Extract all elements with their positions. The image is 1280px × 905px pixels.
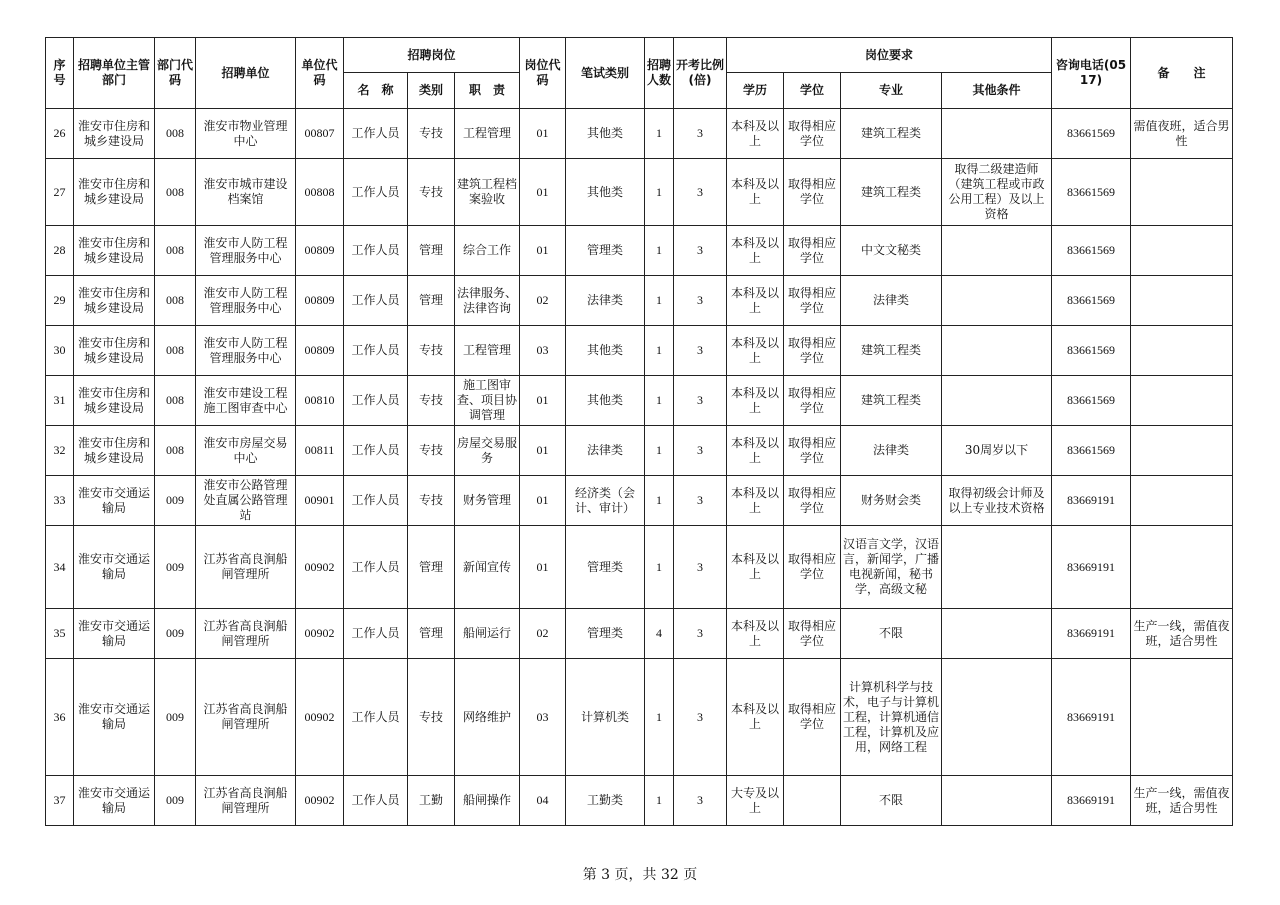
cell-exam: 管理类 <box>566 526 645 609</box>
cell-edu: 本科及以上 <box>727 226 784 276</box>
cell-phone: 83661569 <box>1052 426 1131 476</box>
cell-other <box>942 276 1052 326</box>
recruitment-table <box>45 37 1233 826</box>
cell-edu: 本科及以上 <box>727 609 784 659</box>
cell-unit-code: 00901 <box>296 476 344 526</box>
cell-remark <box>1131 159 1233 226</box>
cell-pos-type: 专技 <box>408 159 455 226</box>
cell-phone: 83661569 <box>1052 109 1131 159</box>
cell-unit: 江苏省高良涧船闸管理所 <box>196 609 296 659</box>
cell-remark <box>1131 426 1233 476</box>
cell-phone: 83669191 <box>1052 659 1131 776</box>
header-pos-type: 类别 <box>408 73 455 109</box>
cell-pos-code: 01 <box>520 226 566 276</box>
cell-pos-code: 01 <box>520 109 566 159</box>
cell-duty: 综合工作 <box>455 226 520 276</box>
cell-pos-name: 工作人员 <box>344 659 408 776</box>
cell-seq: 33 <box>46 476 74 526</box>
cell-ratio: 3 <box>674 376 727 426</box>
cell-pos-type: 专技 <box>408 326 455 376</box>
cell-degree: 取得相应学位 <box>784 109 841 159</box>
cell-duty: 财务管理 <box>455 476 520 526</box>
cell-duty: 法律服务、法律咨询 <box>455 276 520 326</box>
cell-degree: 取得相应学位 <box>784 526 841 609</box>
header-pos-duty: 职 责 <box>455 73 520 109</box>
header-pos-name: 名 称 <box>344 73 408 109</box>
header-dept-code: 部门代码 <box>155 38 196 109</box>
header-dept: 招聘单位主管部门 <box>74 38 155 109</box>
cell-duty: 工程管理 <box>455 109 520 159</box>
header-position-group: 招聘岗位 <box>344 38 520 73</box>
cell-pos-code: 01 <box>520 426 566 476</box>
cell-unit-code: 00902 <box>296 776 344 826</box>
cell-degree: 取得相应学位 <box>784 159 841 226</box>
cell-other <box>942 109 1052 159</box>
table-row <box>46 226 1233 276</box>
cell-other: 取得初级会计师及以上专业技术资格 <box>942 476 1052 526</box>
cell-unit: 淮安市城市建设档案馆 <box>196 159 296 226</box>
cell-edu: 大专及以上 <box>727 776 784 826</box>
cell-exam: 其他类 <box>566 326 645 376</box>
cell-pos-type: 管理 <box>408 226 455 276</box>
cell-phone: 83661569 <box>1052 159 1131 226</box>
cell-edu: 本科及以上 <box>727 659 784 776</box>
header-unit: 招聘单位 <box>196 38 296 109</box>
cell-degree <box>784 776 841 826</box>
cell-dept: 淮安市交通运输局 <box>74 659 155 776</box>
cell-major: 计算机科学与技术，电子与计算机工程，计算机通信工程，计算机及应用，网络工程 <box>841 659 942 776</box>
cell-unit-code: 00809 <box>296 226 344 276</box>
cell-other <box>942 376 1052 426</box>
cell-pos-name: 工作人员 <box>344 226 408 276</box>
cell-pos-type: 专技 <box>408 376 455 426</box>
header-degree: 学位 <box>784 73 841 109</box>
cell-dept: 淮安市住房和城乡建设局 <box>74 226 155 276</box>
cell-seq: 31 <box>46 376 74 426</box>
table-row <box>46 276 1233 326</box>
cell-remark: 需值夜班，适合男性 <box>1131 109 1233 159</box>
cell-duty: 施工图审查、项目协调管理 <box>455 376 520 426</box>
cell-pos-type: 管理 <box>408 276 455 326</box>
cell-remark: 生产一线，需值夜班，适合男性 <box>1131 776 1233 826</box>
cell-dept: 淮安市住房和城乡建设局 <box>74 109 155 159</box>
cell-other <box>942 326 1052 376</box>
cell-unit: 淮安市公路管理处直属公路管理站 <box>196 476 296 526</box>
cell-ratio: 3 <box>674 526 727 609</box>
cell-ratio: 3 <box>674 226 727 276</box>
table-row <box>46 776 1233 826</box>
cell-unit: 江苏省高良涧船闸管理所 <box>196 776 296 826</box>
cell-unit-code: 00807 <box>296 109 344 159</box>
cell-count: 1 <box>645 226 674 276</box>
cell-major: 建筑工程类 <box>841 159 942 226</box>
cell-edu: 本科及以上 <box>727 426 784 476</box>
cell-pos-code: 04 <box>520 776 566 826</box>
header-other: 其他条件 <box>942 73 1052 109</box>
cell-duty: 船闸运行 <box>455 609 520 659</box>
cell-other: 取得二级建造师（建筑工程或市政公用工程）及以上资格 <box>942 159 1052 226</box>
cell-seq: 34 <box>46 526 74 609</box>
cell-pos-type: 专技 <box>408 426 455 476</box>
cell-pos-code: 01 <box>520 159 566 226</box>
cell-seq: 35 <box>46 609 74 659</box>
cell-duty: 新闻宣传 <box>455 526 520 609</box>
cell-pos-code: 03 <box>520 326 566 376</box>
cell-unit-code: 00811 <box>296 426 344 476</box>
cell-ratio: 3 <box>674 659 727 776</box>
cell-pos-name: 工作人员 <box>344 276 408 326</box>
cell-unit-code: 00902 <box>296 526 344 609</box>
cell-phone: 83669191 <box>1052 476 1131 526</box>
cell-ratio: 3 <box>674 476 727 526</box>
cell-phone: 83669191 <box>1052 776 1131 826</box>
cell-ratio: 3 <box>674 276 727 326</box>
cell-seq: 28 <box>46 226 74 276</box>
table-row <box>46 159 1233 226</box>
cell-phone: 83661569 <box>1052 326 1131 376</box>
header-exam: 笔试类别 <box>566 38 645 109</box>
cell-seq: 27 <box>46 159 74 226</box>
cell-count: 1 <box>645 476 674 526</box>
cell-unit: 淮安市建设工程施工图审查中心 <box>196 376 296 426</box>
cell-exam: 法律类 <box>566 276 645 326</box>
cell-duty: 网络维护 <box>455 659 520 776</box>
cell-dept-code: 009 <box>155 776 196 826</box>
cell-dept-code: 008 <box>155 226 196 276</box>
cell-unit-code: 00809 <box>296 276 344 326</box>
cell-degree: 取得相应学位 <box>784 426 841 476</box>
cell-unit-code: 00810 <box>296 376 344 426</box>
cell-pos-code: 02 <box>520 609 566 659</box>
table-row <box>46 476 1233 526</box>
cell-remark <box>1131 226 1233 276</box>
cell-exam: 计算机类 <box>566 659 645 776</box>
table-row <box>46 659 1233 776</box>
cell-pos-type: 专技 <box>408 476 455 526</box>
cell-count: 4 <box>645 609 674 659</box>
cell-major: 中文文秘类 <box>841 226 942 276</box>
cell-degree: 取得相应学位 <box>784 226 841 276</box>
header-remark: 备 注 <box>1131 38 1233 109</box>
cell-major: 不限 <box>841 776 942 826</box>
cell-duty: 建筑工程档案验收 <box>455 159 520 226</box>
header-unit-code: 单位代码 <box>296 38 344 109</box>
cell-dept-code: 008 <box>155 159 196 226</box>
cell-pos-code: 01 <box>520 476 566 526</box>
cell-other <box>942 526 1052 609</box>
cell-count: 1 <box>645 776 674 826</box>
cell-count: 1 <box>645 276 674 326</box>
cell-pos-name: 工作人员 <box>344 376 408 426</box>
cell-edu: 本科及以上 <box>727 276 784 326</box>
cell-degree: 取得相应学位 <box>784 659 841 776</box>
cell-remark <box>1131 276 1233 326</box>
cell-remark <box>1131 326 1233 376</box>
cell-dept-code: 008 <box>155 276 196 326</box>
cell-major: 建筑工程类 <box>841 326 942 376</box>
cell-unit-code: 00808 <box>296 159 344 226</box>
cell-other <box>942 776 1052 826</box>
cell-major: 汉语言文学，汉语言，新闻学，广播电视新闻，秘书学，高级文秘 <box>841 526 942 609</box>
cell-dept-code: 009 <box>155 526 196 609</box>
cell-major: 不限 <box>841 609 942 659</box>
cell-count: 1 <box>645 659 674 776</box>
cell-dept-code: 008 <box>155 376 196 426</box>
cell-edu: 本科及以上 <box>727 109 784 159</box>
cell-remark <box>1131 376 1233 426</box>
cell-count: 1 <box>645 159 674 226</box>
cell-count: 1 <box>645 326 674 376</box>
cell-duty: 工程管理 <box>455 326 520 376</box>
cell-pos-type: 管理 <box>408 526 455 609</box>
table-row <box>46 326 1233 376</box>
cell-unit: 江苏省高良涧船闸管理所 <box>196 659 296 776</box>
cell-ratio: 3 <box>674 326 727 376</box>
cell-pos-code: 03 <box>520 659 566 776</box>
cell-unit-code: 00902 <box>296 609 344 659</box>
cell-major: 财务财会类 <box>841 476 942 526</box>
cell-degree: 取得相应学位 <box>784 476 841 526</box>
cell-degree: 取得相应学位 <box>784 326 841 376</box>
cell-phone: 83669191 <box>1052 526 1131 609</box>
cell-seq: 32 <box>46 426 74 476</box>
cell-dept: 淮安市住房和城乡建设局 <box>74 426 155 476</box>
cell-exam: 管理类 <box>566 226 645 276</box>
cell-dept: 淮安市住房和城乡建设局 <box>74 326 155 376</box>
cell-pos-name: 工作人员 <box>344 526 408 609</box>
cell-pos-type: 工勤 <box>408 776 455 826</box>
cell-pos-name: 工作人员 <box>344 476 408 526</box>
cell-edu: 本科及以上 <box>727 326 784 376</box>
cell-ratio: 3 <box>674 109 727 159</box>
cell-exam: 工勤类 <box>566 776 645 826</box>
cell-pos-code: 01 <box>520 526 566 609</box>
header-requirements-group: 岗位要求 <box>727 38 1052 73</box>
cell-pos-code: 01 <box>520 376 566 426</box>
cell-ratio: 3 <box>674 159 727 226</box>
cell-degree: 取得相应学位 <box>784 276 841 326</box>
cell-count: 1 <box>645 526 674 609</box>
cell-count: 1 <box>645 376 674 426</box>
cell-remark <box>1131 526 1233 609</box>
cell-phone: 83661569 <box>1052 376 1131 426</box>
cell-remark: 生产一线，需值夜班，适合男性 <box>1131 609 1233 659</box>
cell-remark <box>1131 659 1233 776</box>
cell-seq: 29 <box>46 276 74 326</box>
cell-pos-type: 专技 <box>408 109 455 159</box>
cell-dept-code: 008 <box>155 426 196 476</box>
cell-pos-name: 工作人员 <box>344 326 408 376</box>
cell-unit: 淮安市人防工程管理服务中心 <box>196 226 296 276</box>
cell-unit: 淮安市人防工程管理服务中心 <box>196 276 296 326</box>
cell-unit: 淮安市房屋交易中心 <box>196 426 296 476</box>
cell-dept: 淮安市交通运输局 <box>74 776 155 826</box>
table-row <box>46 109 1233 159</box>
cell-other <box>942 609 1052 659</box>
cell-dept-code: 009 <box>155 659 196 776</box>
header-major: 专业 <box>841 73 942 109</box>
cell-dept: 淮安市住房和城乡建设局 <box>74 159 155 226</box>
cell-duty: 船闸操作 <box>455 776 520 826</box>
cell-major: 法律类 <box>841 426 942 476</box>
cell-phone: 83661569 <box>1052 276 1131 326</box>
table-row <box>46 526 1233 609</box>
cell-edu: 本科及以上 <box>727 476 784 526</box>
cell-ratio: 3 <box>674 426 727 476</box>
cell-pos-type: 专技 <box>408 659 455 776</box>
page-number: 第 3 页，共 32 页 <box>582 867 698 883</box>
cell-other <box>942 226 1052 276</box>
cell-major: 建筑工程类 <box>841 376 942 426</box>
cell-major: 法律类 <box>841 276 942 326</box>
cell-pos-name: 工作人员 <box>344 109 408 159</box>
cell-exam: 其他类 <box>566 159 645 226</box>
header-pos-code: 岗位代码 <box>520 38 566 109</box>
header-phone: 咨询电话(0517) <box>1052 38 1131 109</box>
cell-unit-code: 00809 <box>296 326 344 376</box>
cell-dept: 淮安市住房和城乡建设局 <box>74 376 155 426</box>
cell-exam: 其他类 <box>566 109 645 159</box>
cell-ratio: 3 <box>674 609 727 659</box>
header-edu: 学历 <box>727 73 784 109</box>
cell-dept-code: 009 <box>155 476 196 526</box>
cell-degree: 取得相应学位 <box>784 609 841 659</box>
cell-exam: 法律类 <box>566 426 645 476</box>
cell-other: 30周岁以下 <box>942 426 1052 476</box>
cell-dept-code: 008 <box>155 109 196 159</box>
cell-edu: 本科及以上 <box>727 376 784 426</box>
table-row <box>46 426 1233 476</box>
cell-dept-code: 009 <box>155 609 196 659</box>
cell-seq: 37 <box>46 776 74 826</box>
cell-pos-name: 工作人员 <box>344 609 408 659</box>
cell-exam: 经济类（会计、审计） <box>566 476 645 526</box>
cell-count: 1 <box>645 426 674 476</box>
cell-other <box>942 659 1052 776</box>
cell-unit: 淮安市人防工程管理服务中心 <box>196 326 296 376</box>
cell-seq: 26 <box>46 109 74 159</box>
cell-pos-name: 工作人员 <box>344 776 408 826</box>
table-row <box>46 609 1233 659</box>
cell-exam: 管理类 <box>566 609 645 659</box>
cell-phone: 83669191 <box>1052 609 1131 659</box>
cell-unit-code: 00902 <box>296 659 344 776</box>
cell-duty: 房屋交易服务 <box>455 426 520 476</box>
cell-phone: 83661569 <box>1052 226 1131 276</box>
cell-exam: 其他类 <box>566 376 645 426</box>
cell-pos-name: 工作人员 <box>344 159 408 226</box>
cell-dept: 淮安市住房和城乡建设局 <box>74 276 155 326</box>
cell-seq: 30 <box>46 326 74 376</box>
cell-unit: 江苏省高良涧船闸管理所 <box>196 526 296 609</box>
cell-degree: 取得相应学位 <box>784 376 841 426</box>
cell-edu: 本科及以上 <box>727 526 784 609</box>
header-seq: 序号 <box>46 38 74 109</box>
cell-ratio: 3 <box>674 776 727 826</box>
cell-dept: 淮安市交通运输局 <box>74 476 155 526</box>
cell-edu: 本科及以上 <box>727 159 784 226</box>
cell-seq: 36 <box>46 659 74 776</box>
cell-dept-code: 008 <box>155 326 196 376</box>
cell-unit: 淮安市物业管理中心 <box>196 109 296 159</box>
cell-remark <box>1131 476 1233 526</box>
cell-count: 1 <box>645 109 674 159</box>
header-ratio: 开考比例(倍) <box>674 38 727 109</box>
cell-major: 建筑工程类 <box>841 109 942 159</box>
cell-pos-code: 02 <box>520 276 566 326</box>
header-count: 招聘人数 <box>645 38 674 109</box>
cell-dept: 淮安市交通运输局 <box>74 609 155 659</box>
cell-dept: 淮安市交通运输局 <box>74 526 155 609</box>
cell-pos-type: 管理 <box>408 609 455 659</box>
cell-pos-name: 工作人员 <box>344 426 408 476</box>
table-row <box>46 376 1233 426</box>
